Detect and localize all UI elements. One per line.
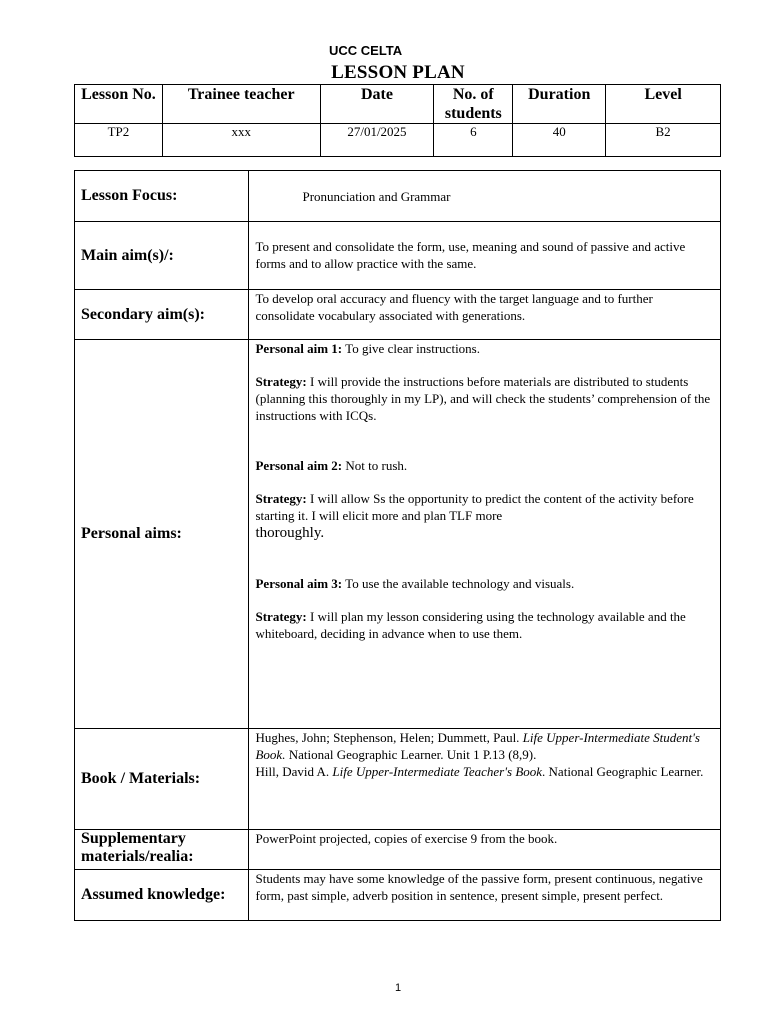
book-materials-label: Book / Materials:: [75, 729, 249, 830]
strategy-2-text: I will allow Ss the opportunity to predict the content of the activity before starting it. I will elicit more and plan TLF more: [255, 491, 694, 523]
supplementary-value: PowerPoint projected, copies of exercise 9 from the book.: [249, 830, 721, 870]
personal-aim-3-label: Personal aim 3:: [255, 576, 343, 591]
reference-2-publisher: . National Geographic Learner.: [542, 764, 704, 779]
personal-aims-row: [75, 340, 721, 729]
strategy-3-label: Strategy:: [255, 609, 307, 624]
supplementary-row: [75, 830, 721, 870]
personal-aims-value: [249, 340, 721, 729]
level-value: B2: [606, 124, 721, 157]
reference-2-authors: Hill, David A.: [255, 764, 330, 779]
assumed-knowledge-label: Assumed knowledge:: [75, 870, 249, 921]
personal-aim-3: [255, 575, 714, 592]
students-value: 6: [434, 124, 513, 157]
assumed-knowledge-row: [75, 870, 721, 921]
assumed-knowledge-value: Students may have some knowledge of the passive form, present continuous, negative form, past simple, adverb position in sentence, present simple, present perfect.: [249, 870, 721, 921]
reference-1-title: Life Upper-Intermediate Student's Book.: [255, 730, 700, 762]
lesson-focus-label: Lesson Focus:: [75, 171, 249, 222]
strategy-1-label: Strategy:: [255, 374, 307, 389]
personal-aim-3-text: To use the available technology and visuals.: [345, 576, 575, 591]
reference-2-title: Life Upper-Intermediate Teacher's Book: [332, 764, 543, 779]
strategy-2-label: Strategy:: [255, 491, 307, 506]
secondary-aims-row: [75, 290, 721, 340]
duration-value: 40: [513, 124, 606, 157]
lesson-no-header: Lesson No.: [75, 85, 163, 124]
personal-aim-1-text: To give clear instructions.: [345, 341, 480, 356]
secondary-aims-value: To develop oral accuracy and fluency with the target language and to further consolidate vocabulary associated with generations.: [249, 290, 721, 340]
personal-aim-1: [255, 340, 714, 357]
lesson-info-header-row: [75, 85, 721, 124]
main-aims-value: To present and consolidate the form, use, meaning and sound of passive and active forms and to allow practice with the same.: [249, 222, 721, 290]
date-header: Date: [320, 85, 434, 124]
date-value: 27/01/2025: [320, 124, 434, 157]
strategy-2: [255, 490, 714, 542]
duration-header: Duration: [513, 85, 606, 124]
trainee-teacher-value: xxx: [162, 124, 320, 157]
strategy-1-text: I will provide the instructions before materials are distributed to students (planning this thoroughly in my LP), and will check the students’ comprehension of the instructions with ICQs.: [255, 374, 711, 423]
personal-aim-2-label: Personal aim 2:: [255, 458, 343, 473]
lesson-no-value: TP2: [75, 124, 163, 157]
lesson-focus-value: Pronunciation and Grammar: [249, 171, 721, 222]
level-header: Level: [606, 85, 721, 124]
secondary-aims-label: Secondary aim(s):: [75, 290, 249, 340]
page-title: LESSON PLAN: [331, 62, 465, 83]
personal-aim-1-label: Personal aim 1:: [255, 341, 343, 356]
book-materials-value: [249, 729, 721, 830]
lesson-info-value-row: [75, 124, 721, 157]
main-aims-row: [75, 222, 721, 290]
strategy-3-text: I will plan my lesson considering using the technology available and the whiteboard, deciding in advance when to use them.: [255, 609, 686, 641]
personal-aim-2: [255, 457, 714, 474]
reference-1-publisher: National Geographic Learner. Unit 1 P.13 (8,9).: [288, 747, 537, 762]
personal-aim-2-text: Not to rush.: [345, 458, 408, 473]
strategy-3: [255, 608, 714, 642]
strategy-2-tail: thoroughly.: [255, 525, 325, 541]
trainee-teacher-header: Trainee teacher: [162, 85, 320, 124]
students-header: No. of students: [434, 85, 513, 124]
lesson-plan-table: [74, 170, 721, 921]
reference-1-authors: Hughes, John; Stephenson, Helen; Dummett, Paul.: [255, 730, 520, 745]
strategy-1: [255, 373, 714, 424]
lesson-info-table: [74, 84, 721, 157]
organization-heading: UCC CELTA: [329, 43, 403, 58]
book-materials-row: [75, 729, 721, 830]
main-aims-label: Main aim(s)/:: [75, 222, 249, 290]
page-number: 1: [394, 982, 402, 994]
lesson-focus-row: [75, 171, 721, 222]
personal-aims-label: Personal aims:: [75, 340, 249, 729]
supplementary-label: Supplementary materials/realia:: [75, 830, 249, 870]
